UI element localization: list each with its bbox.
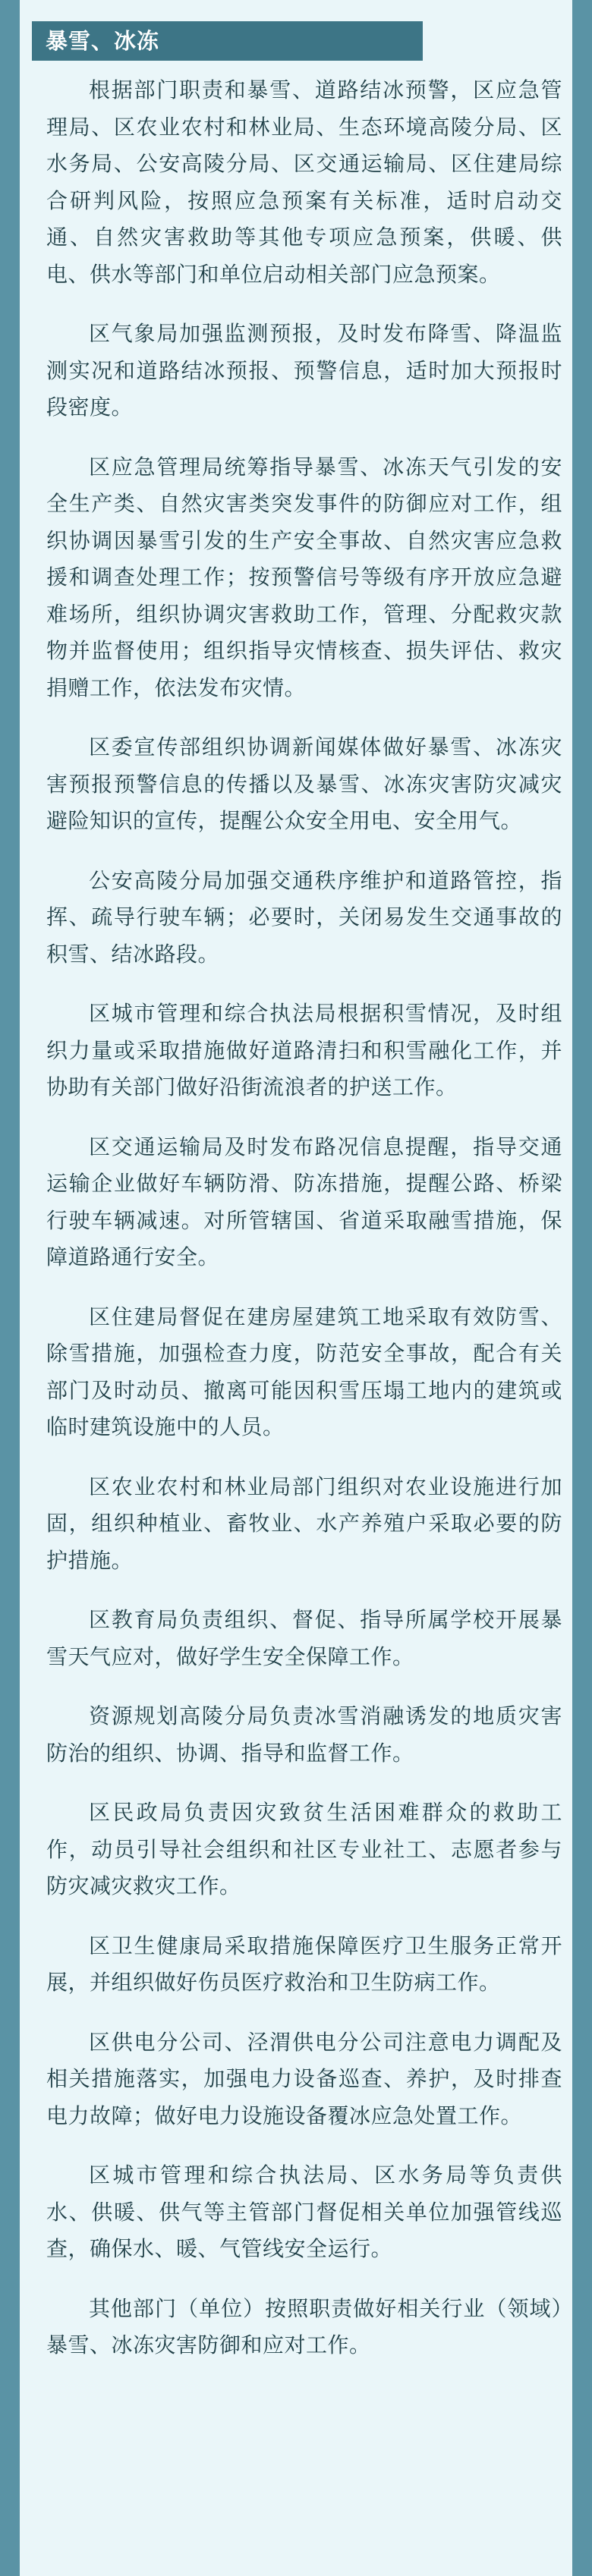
paragraph-utilities: 区城市管理和综合执法局、区水务局等负责供水、供暖、供气等主管部门督促相关单位加强管线巡查，确保水、暖、气管线安全运行。 — [46, 2162, 562, 2261]
paragraph-power-supply: 区供电分公司、泾渭供电分公司注意电力调配及相关措施落实，加强电力设备巡查、养护，及时排查电力故障；做好电力设施设备覆冰应急处置工作。 — [46, 2029, 562, 2128]
section-body — [46, 72, 562, 2387]
paragraph-transport: 区交通运输局及时发布路况信息提醒，指导交通运输企业做好车辆防滑、防冻措施，提醒公路、桥梁行驶车辆减速。对所管辖国、省道采取融雪措施，保障道路通行安全。 — [46, 1134, 562, 1269]
section-title: 暴雪、冰冻 — [32, 21, 423, 61]
paragraph-city-management: 区城市管理和综合执法局根据积雪情况，及时组织力量或采取措施做好道路清扫和积雪融化工作，并协助有关部门做好沿街流浪者的护送工作。 — [46, 1001, 562, 1099]
paragraph-housing-construction: 区住建局督促在建房屋建筑工地采取有效防雪、除雪措施，加强检查力度，防范安全事故，配合有关部门及时动员、撤离可能因积雪压塌工地内的建筑或临时建筑设施中的人员。 — [46, 1304, 562, 1439]
paragraph-civil-affairs: 区民政局负责因灾致贫生活困难群众的救助工作，动员引导社会组织和社区专业社工、志愿者参与防灾减灾救灾工作。 — [46, 1800, 562, 1898]
page-frame — [20, 0, 572, 2576]
paragraph-resource-planning: 资源规划高陵分局负责冰雪消融诱发的地质灾害防治的组织、协调、指导和监督工作。 — [46, 1703, 562, 1766]
paragraph-publicity: 区委宣传部组织协调新闻媒体做好暴雪、冰冻灾害预报预警信息的传播以及暴雪、冰冻灾害防灾减灾避险知识的宣传，提醒公众安全用电、安全用气。 — [46, 734, 562, 833]
paragraph-emergency-management: 区应急管理局统筹指导暴雪、冰冻天气引发的安全生产类、自然灾害类突发事件的防御应对工作，组织协调因暴雪引发的生产安全事故、自然灾害应急救援和调查处理工作；按预警信号等级有序开放应急避难场所，组织协调灾害救助工作，管理、分配救灾款物并监督使用；组织指导灾情核查、损失评估、救灾捐赠工作，依法发布灾情。 — [46, 454, 562, 700]
paragraph-agriculture: 区农业农村和林业局部门组织对农业设施进行加固，组织种植业、畜牧业、水产养殖户采取必要的防护措施。 — [46, 1474, 562, 1573]
paragraph-health: 区卫生健康局采取措施保障医疗卫生服务正常开展，并组织做好伤员医疗救治和卫生防病工作。 — [46, 1933, 562, 1995]
paragraph-emergency-response: 根据部门职责和暴雪、道路结冰预警，区应急管理局、区农业农村和林业局、生态环境高陵分局、区水务局、公安高陵分局、区交通运输局、区住建局综合研判风险，按照应急预案有关标准，适时启动交通、自然灾害救助等其他专项应急预案，供暖、供电、供水等部门和单位启动相关部门应急预案。 — [46, 77, 562, 287]
paragraph-education: 区教育局负责组织、督促、指导所属学校开展暴雪天气应对，做好学生安全保障工作。 — [46, 1607, 562, 1669]
paragraph-other-departments: 其他部门（单位）按照职责做好相关行业（领域）暴雪、冰冻灾害防御和应对工作。 — [46, 2295, 562, 2357]
paragraph-meteorology: 区气象局加强监测预报，及时发布降雪、降温监测实况和道路结冰预报、预警信息，适时加大预报时段密度。 — [46, 321, 562, 420]
paragraph-public-security: 公安高陵分局加强交通秩序维护和道路管控，指挥、疏导行驶车辆；必要时，关闭易发生交通事故的积雪、结冰路段。 — [46, 867, 562, 967]
